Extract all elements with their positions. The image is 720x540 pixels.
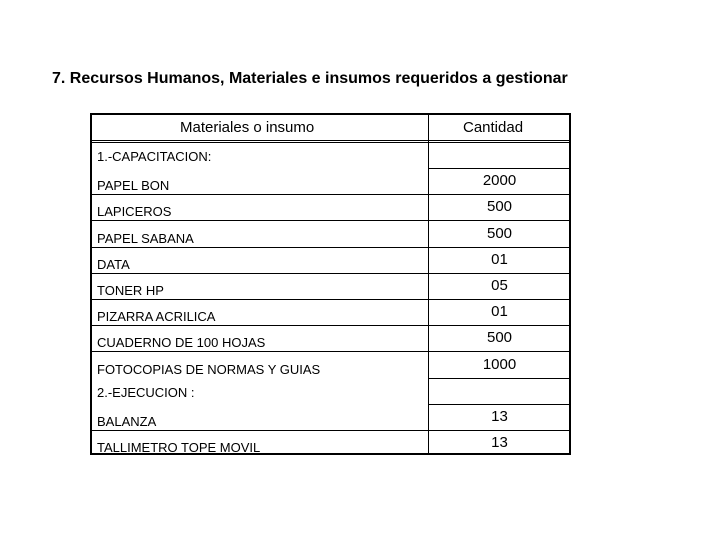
item-quantity: 05 xyxy=(491,277,508,294)
item-label: TONER HP xyxy=(97,283,164,298)
materials-table xyxy=(90,113,571,455)
item-quantity: 500 xyxy=(486,224,513,242)
header-separator xyxy=(92,140,569,141)
header-material: Materiales o insumo xyxy=(180,119,315,136)
item-label: LAPICEROS xyxy=(97,204,172,220)
section-label: 1.-CAPACITACION: xyxy=(97,149,212,164)
table-row xyxy=(92,274,569,300)
item-label: PIZARRA ACRILICA xyxy=(97,309,216,325)
table-row xyxy=(92,195,569,221)
item-label: DATA xyxy=(97,256,130,272)
table-row xyxy=(92,248,569,274)
item-quantity: 13 xyxy=(491,434,508,452)
item-quantity: 2000 xyxy=(482,172,517,190)
item-label: BALANZA xyxy=(97,414,157,429)
table-row xyxy=(92,222,569,248)
section-row xyxy=(92,143,569,169)
item-label: TALLIMETRO TOPE MOVIL xyxy=(97,440,261,456)
table-row xyxy=(92,326,569,352)
section-label: 2.-EJECUCION : xyxy=(97,384,195,400)
table-row xyxy=(92,169,569,195)
item-quantity: 01 xyxy=(491,250,508,268)
item-quantity: 500 xyxy=(486,329,513,347)
item-label: PAPEL SABANA xyxy=(97,230,194,246)
item-quantity: 13 xyxy=(491,408,508,425)
item-quantity: 1000 xyxy=(482,355,517,373)
table-row xyxy=(92,300,569,326)
page-title: 7. Recursos Humanos, Materiales e insumos requeridos a gestionar xyxy=(52,70,568,87)
table-row xyxy=(92,353,569,379)
header-quantity: Cantidad xyxy=(463,119,524,136)
table-row xyxy=(92,431,569,457)
item-quantity: 01 xyxy=(491,303,508,321)
section-row xyxy=(92,379,569,405)
item-quantity: 500 xyxy=(486,198,513,216)
table-row xyxy=(92,405,569,431)
item-label: PAPEL BON xyxy=(97,178,170,194)
item-label: FOTOCOPIAS DE NORMAS Y GUIAS xyxy=(97,361,321,377)
item-label: CUADERNO DE 100 HOJAS xyxy=(97,335,266,351)
